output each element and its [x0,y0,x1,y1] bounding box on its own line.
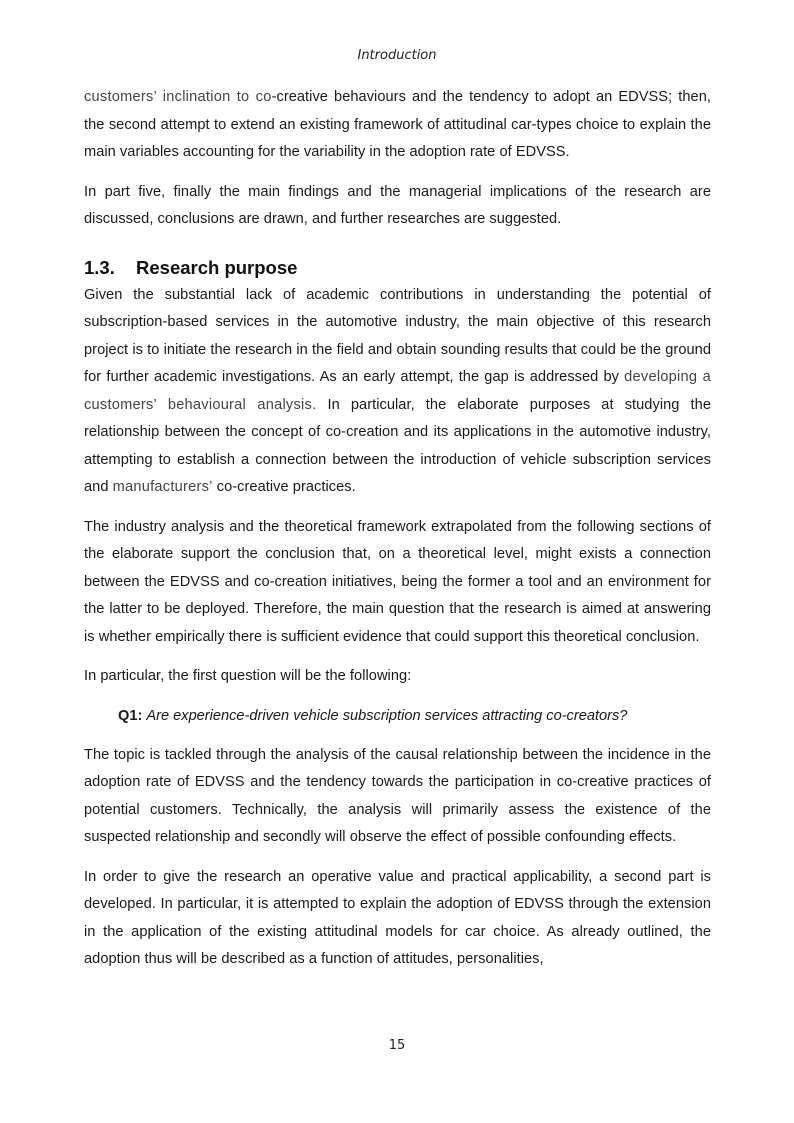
question-text: Are experience-driven vehicle subscription services attracting co-creators? [146,707,628,724]
paragraph-second-part: In order to give the research an operative value and practical applicability, a second part is developed. In particular, it is attempted to explain the adoption of EDVSS through the extension in the application of the existing attitudinal models for car choice. As already outlined, the adoption thus will be described as a function of attitudes, personalities, [84,868,711,967]
running-header: Introduction [357,48,437,63]
paragraph-industry-analysis: The industry analysis and the theoretical framework extrapolated from the following sections of the elaborate support the conclusion that, on a theoretical level, might exists a connection between the EDVSS and co-creation initiatives, being the former a tool and an environment for the latter to be deployed. Therefore, the main question that the research is aimed at answering is whether empirically there is sufficient evidence that could support this theoretical conclusion. [84,518,711,645]
paragraph-causal-analysis: The topic is tackled through the analysis of the causal relationship between the incidence in the adoption rate of EDVSS and the tendency towards the participation in co-creative practices of potential customers. Technically, the analysis will primarily assess the existence of the suspected relationship and secondly will observe the effect of possible confounding effects. [84,746,711,845]
paragraph-continuation [84,84,711,167]
paragraph-research-objective [84,282,711,502]
paragraph-text: In particular, the elaborate purposes at studying the relationship between the concept of co-creation and its applications in the automotive industry, attempting to establish a connection between the introduction of vehicle subscription services and [84,396,711,495]
paragraph-text: Given the substantial lack of academic contributions in understanding the potential of subscription-based services in the automotive industry, the main objective of this research project is to initiate the research in the field and obtain sounding results that could be the ground for further academic investigations. As an early attempt, the gap is addressed by [84,286,711,385]
paragraph-text: -creative behaviours and the tendency to adopt an EDVSS; then, the second attempt to extend an existing framework of attitudinal car-types choice to explain the main variables accounting for the variability in the adoption rate of EDVSS. [84,89,711,160]
section-number: 1.3. [84,256,115,278]
paragraph-text: co-creative practices. [212,479,356,495]
section-title: Research purpose [136,256,298,278]
paragraph-first-question-intro: In particular, the first question will be the following: [84,668,412,684]
section-heading [84,254,711,282]
paragraph-light-span: developing a customers’ behavioural analysis. [84,369,711,413]
question-label: Q1: [118,707,143,724]
page-content [84,84,711,986]
paragraph-light-span: manufacturers’ [112,479,213,495]
paragraph-light-span: customers’ inclination to co [84,89,272,105]
research-question [118,703,711,730]
paragraph-part-five: In part five, finally the main findings and the managerial implications of the research are discussed, conclusions are drawn, and further researches are suggested. [84,183,711,227]
page-number: 15 [388,1038,406,1053]
